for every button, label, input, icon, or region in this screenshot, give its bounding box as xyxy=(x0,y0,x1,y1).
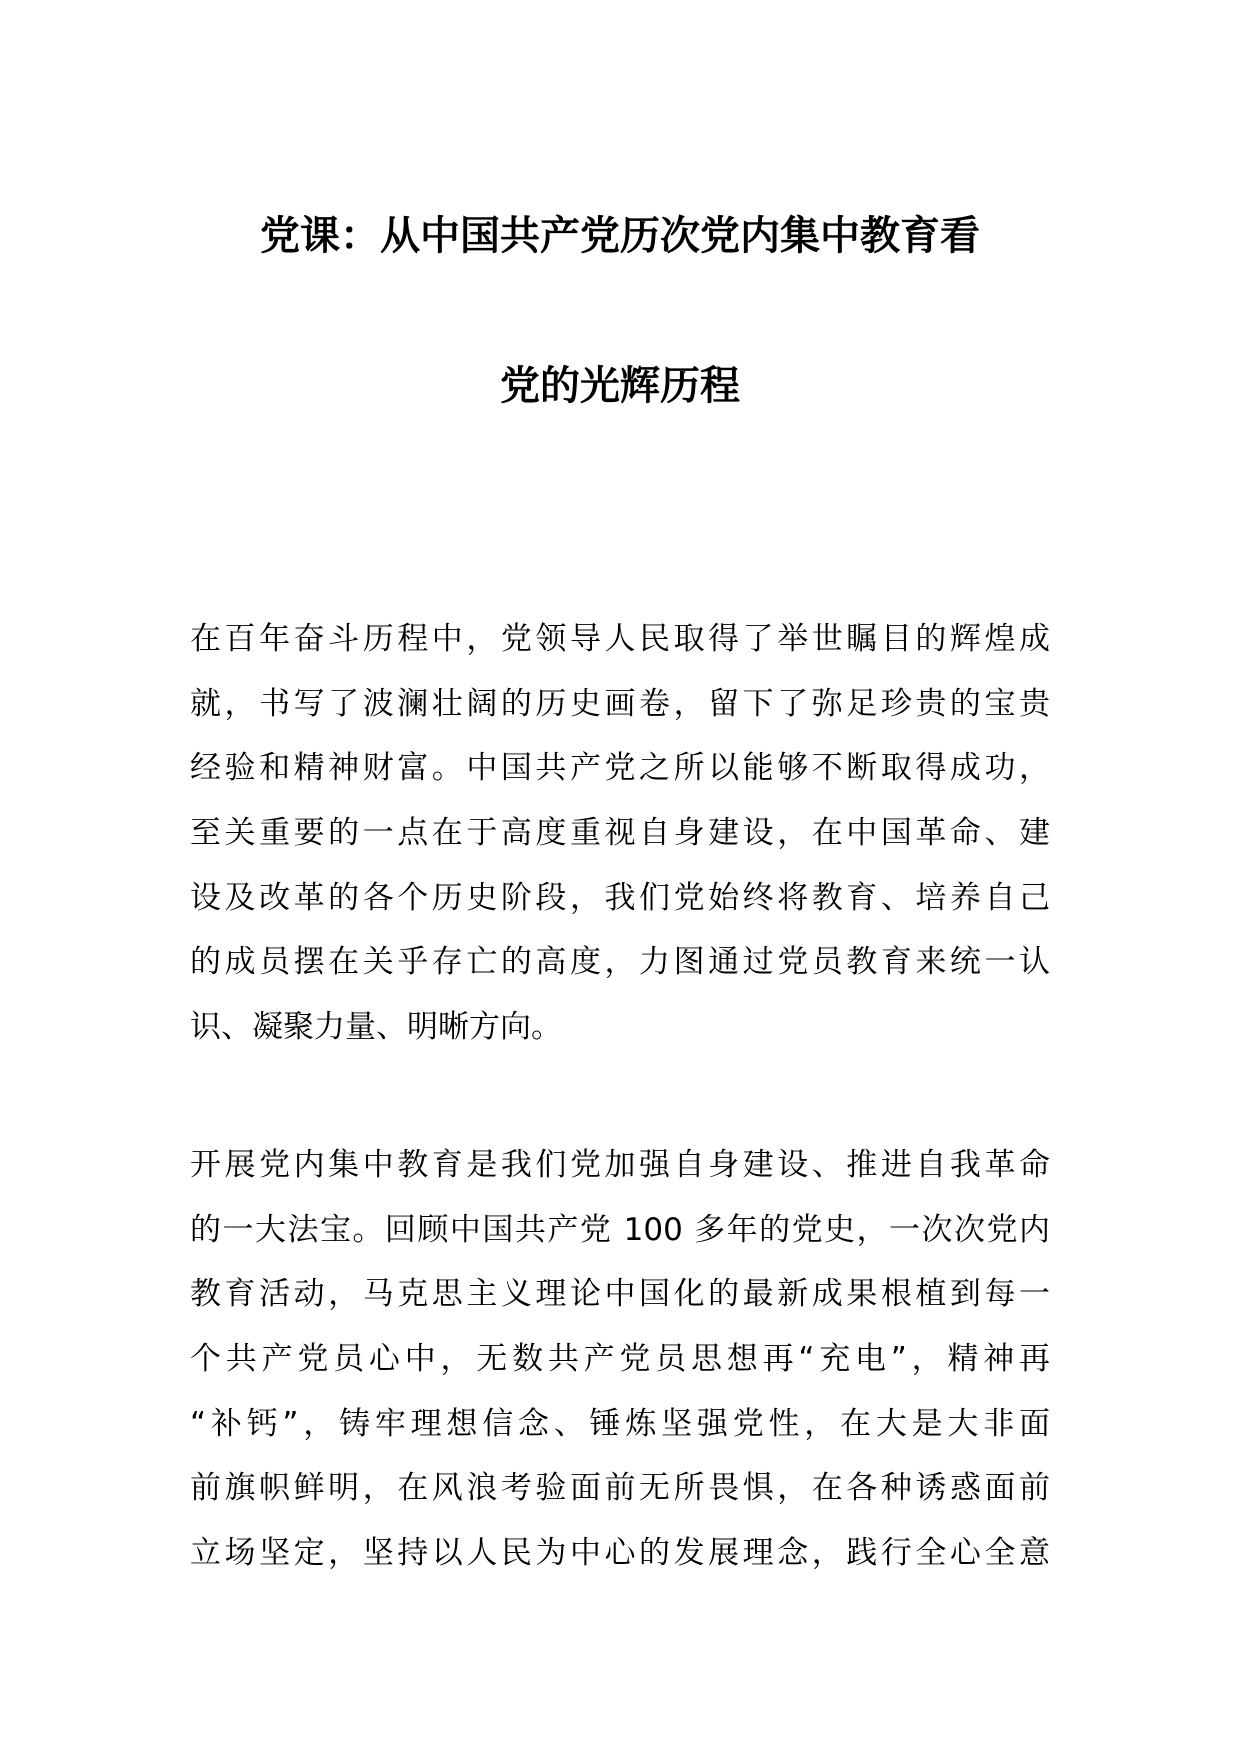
paragraph-1 xyxy=(190,607,1050,1060)
paragraph-1-line: 经验和精神财富。中国共产党之所以能够不断取得成功， xyxy=(190,750,1050,787)
paragraph-2-line: 开展党内集中教育是我们党加强自身建设、推进自我革命 xyxy=(190,1147,1050,1183)
paragraph-2 xyxy=(190,1133,1050,1586)
paragraph-2-line: 教育活动，马克思主义理论中国化的最新成果根植到每一 xyxy=(190,1276,1050,1313)
paragraph-2-line: 的一大法宝。回顾中国共产党 100 多年的党史，一次次党内 xyxy=(190,1211,1050,1248)
paragraph-1-line: 就，书写了波澜壮阔的历史画卷，留下了弥足珍贵的宝贵 xyxy=(190,685,1050,722)
paragraph-1-line: 设及改革的各个历史阶段，我们党始终将教育、培养自己 xyxy=(190,879,1050,916)
paragraph-2-line: “补钙”，铸牢理想信念、锤炼坚强党性，在大是大非面 xyxy=(190,1405,1050,1442)
paragraph-2-line: 个共产党员心中，无数共产党员思想再“充电”，精神再 xyxy=(190,1341,1050,1378)
paragraph-1-line: 识、凝聚力量、明晰方向。 xyxy=(190,1009,562,1046)
paragraph-1-line: 在百年奋斗历程中，党领导人民取得了举世瞩目的辉煌成 xyxy=(190,621,1050,657)
paragraph-1-line: 至关重要的一点在于高度重视自身建设，在中国革命、建 xyxy=(190,815,1050,852)
paragraph-2-line: 前旗帜鲜明，在风浪考验面前无所畏惧，在各种诱惑面前 xyxy=(190,1470,1050,1507)
paragraph-1-line: 的成员摆在关乎存亡的高度，力图通过党员教育来统一认 xyxy=(190,944,1050,981)
document-title-line-2: 党的光辉历程 xyxy=(500,363,740,409)
paragraph-2-line: 立场坚定，坚持以人民为中心的发展理念，践行全心全意 xyxy=(190,1535,1050,1572)
document-title-line-1: 党课：从中国共产党历次党内集中教育看 xyxy=(260,213,980,259)
